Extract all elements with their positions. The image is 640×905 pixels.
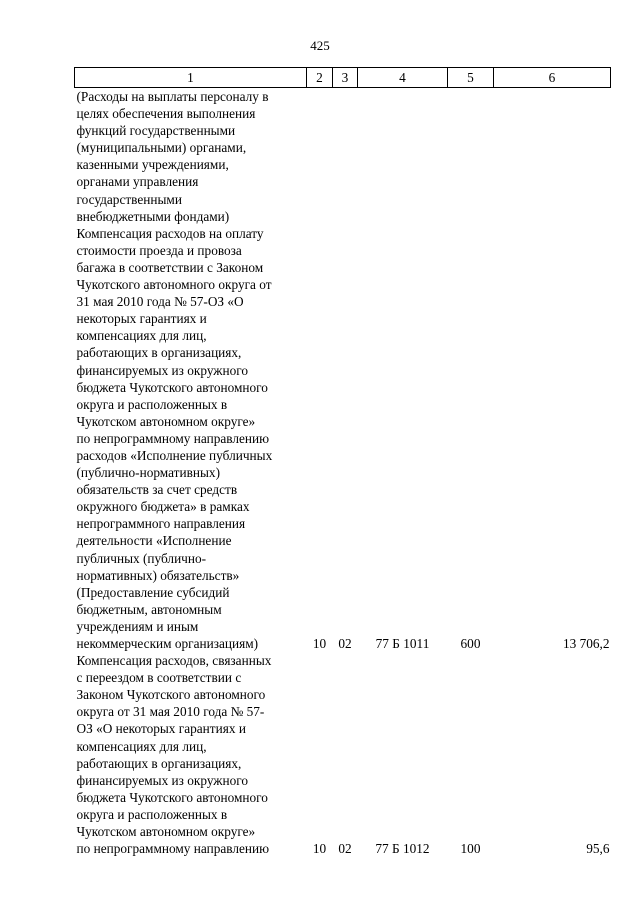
table-row: [75, 88, 611, 225]
description-line: бюджета Чукотского автономного: [76, 379, 268, 395]
description-line: публичных (публично-: [76, 550, 207, 566]
description-line: (Расходы на выплаты персоналу в: [76, 89, 269, 104]
description-line: некоторых гарантиях и: [76, 311, 207, 327]
page-number: 425: [310, 38, 330, 53]
description-line: учреждениям и иным: [76, 618, 199, 634]
description-line: Компенсация расходов на оплату: [76, 225, 264, 241]
table-row: [75, 652, 611, 857]
description-line: Чукотском автономном округе»: [76, 413, 256, 429]
description-line: функций государственными: [76, 123, 236, 139]
header-col-5: 5: [448, 68, 494, 88]
description-line: государственными: [76, 191, 182, 207]
subsection-code: 02: [338, 636, 352, 651]
description-line: стоимости проезда и провоза: [76, 242, 242, 258]
description-line: окружного бюджета» в рамках: [76, 499, 250, 515]
description-line: по непрограммному направлению: [76, 430, 270, 446]
description-line: целях обеспечения выполнения: [76, 106, 256, 122]
description-line: округа от 31 мая 2010 года № 57-: [76, 704, 265, 720]
target-article-code: [358, 88, 448, 225]
header-col-6: 6: [494, 68, 611, 88]
description-line: органами управления: [76, 174, 199, 190]
header-row: [75, 68, 611, 88]
description-line: Чукотского автономного округа от: [76, 277, 272, 293]
description-line: компенсациях для лиц,: [76, 328, 207, 344]
section-code: 10: [312, 841, 327, 857]
description-line: некоммерческим организациям): [76, 636, 259, 651]
description-line: ОЗ «О некоторых гарантиях и: [76, 721, 246, 737]
description-line: (публично-нормативных): [76, 465, 221, 481]
header-col-3: 3: [333, 68, 358, 88]
expense-description: [75, 225, 307, 652]
description-line: Чукотском автономном округе»: [76, 824, 256, 840]
description-line: деятельности «Исполнение: [76, 533, 232, 549]
description-line: расходов «Исполнение публичных: [76, 447, 273, 463]
description-line: округа и расположенных в: [76, 396, 228, 412]
description-line: нормативных) обязательств»: [76, 567, 240, 583]
amount-value: 13 706,2: [562, 636, 610, 651]
description-line: по непрограммному направлению: [76, 841, 270, 857]
expense-type-code: 100: [460, 841, 481, 857]
description-line: финансируемых из окружного: [76, 362, 249, 378]
description-line: финансируемых из окружного: [76, 772, 249, 788]
description-line: бюджетным, автономным: [76, 601, 222, 617]
header-col-4: 4: [358, 68, 448, 88]
description-line: внебюджетными фондами): [76, 208, 230, 224]
description-line: непрограммного направления: [76, 516, 246, 532]
expense-type-code: 600: [460, 636, 481, 651]
header-col-2: 2: [307, 68, 333, 88]
description-line: казенными учреждениями,: [76, 157, 229, 173]
description-line: багажа в соответствии с Законом: [76, 259, 264, 275]
subsection-code: 02: [338, 841, 352, 857]
amount-value: 95,6: [586, 841, 610, 857]
target-article-code: 77 Б 1012: [375, 841, 430, 857]
subsection-code: [333, 88, 358, 225]
section-code: 10: [312, 636, 327, 651]
section-code: [307, 88, 333, 225]
description-line: округа и расположенных в: [76, 806, 228, 822]
description-line: Компенсация расходов, связанных: [76, 653, 272, 669]
description-line: работающих в организациях,: [76, 755, 242, 771]
description-line: обязательств за счет средств: [76, 482, 238, 498]
budget-table: [74, 67, 611, 857]
description-line: Законом Чукотского автономного: [76, 687, 266, 703]
description-line: 31 мая 2010 года № 57-ОЗ «О: [76, 294, 244, 310]
expense-type-code: [448, 88, 494, 225]
description-line: с переездом в соответствии с: [76, 670, 242, 686]
description-line: (Предоставление субсидий: [76, 584, 230, 600]
expense-description: [75, 652, 307, 857]
description-line: (муниципальными) органами,: [76, 140, 247, 156]
description-line: компенсациях для лиц,: [76, 738, 207, 754]
table-row: [75, 225, 611, 652]
target-article-code: 77 Б 1011: [375, 636, 430, 651]
expense-description: [75, 88, 307, 225]
description-line: бюджета Чукотского автономного: [76, 789, 268, 805]
description-line: работающих в организациях,: [76, 345, 242, 361]
amount-value: [494, 88, 611, 225]
header-col-1: 1: [75, 68, 307, 88]
